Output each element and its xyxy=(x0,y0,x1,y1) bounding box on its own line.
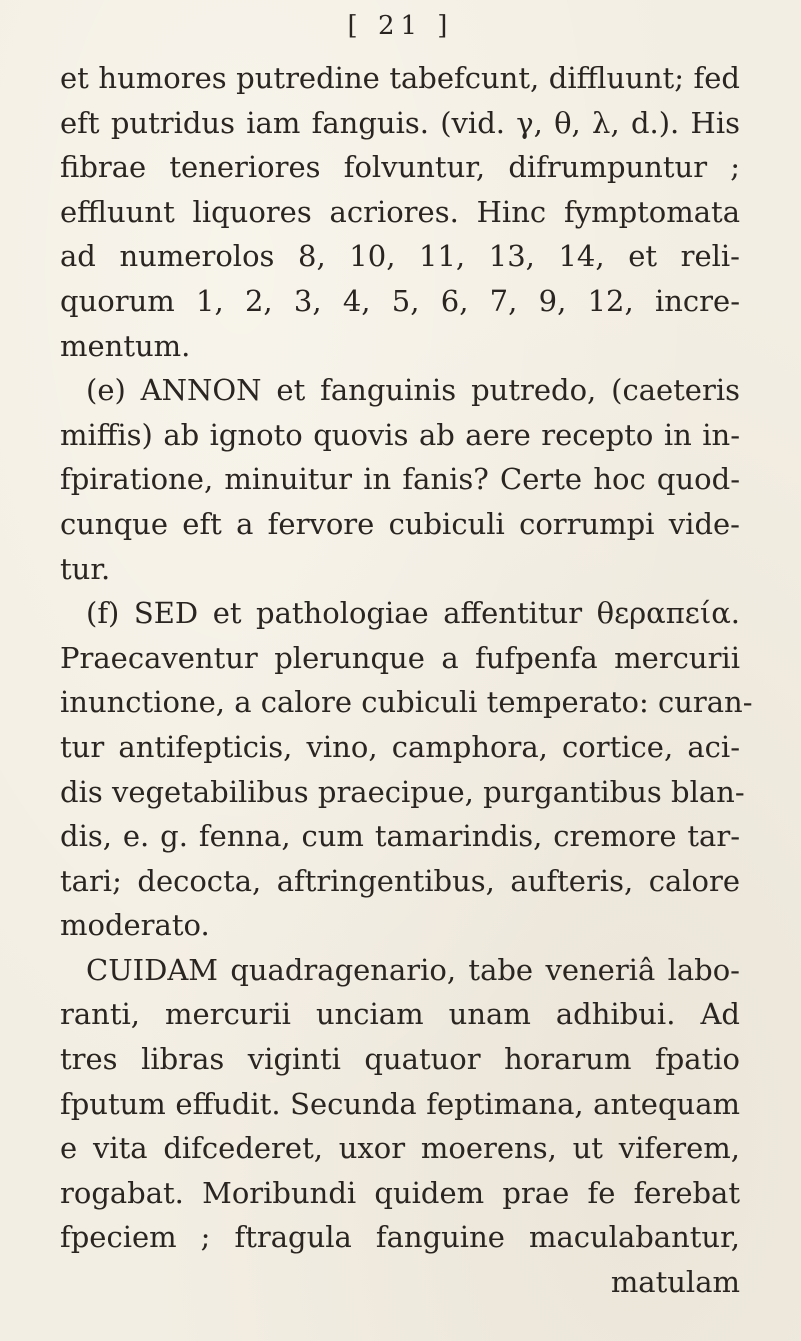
text-line: dis vegetabilibus praecipue, purgantibus blan- xyxy=(60,774,745,809)
paragraph-f-start: (f) SED et pathologiae affentitur θεραπεία. xyxy=(86,596,740,631)
text-line: quorum 1, 2, 3, 4, 5, 6, 7, 9, 12, incre- xyxy=(60,283,740,318)
catchword: matulam xyxy=(610,1265,740,1300)
text-line: tur antifepticis, vino, camphora, cortice, aci- xyxy=(60,729,740,764)
text-line: Praecaventur plerunque a fufpenfa mercurii xyxy=(60,640,740,675)
text-line: tres libras viginti quatuor horarum fpatio xyxy=(60,1042,740,1077)
text-line: fputum effudit. Secunda feptimana, antequam xyxy=(60,1086,740,1121)
text-line: fpiratione, minuitur in fanis? Certe hoc quod- xyxy=(60,462,740,497)
page-number-header: [ 21 ] xyxy=(347,11,454,41)
text-line: fpeciem ; ftragula fanguine maculabantur, xyxy=(60,1220,740,1255)
text-line: eft putridus iam fanguis. (vid. γ, θ, λ, d.). His xyxy=(60,105,740,140)
page-body-text xyxy=(60,56,753,1305)
text-line: mentum. xyxy=(60,328,191,363)
paragraph-e-start: (e) ANNON et fanguinis putredo, (caeteris xyxy=(86,373,740,408)
text-line: tur. xyxy=(60,551,111,586)
text-line: inunctione, a calore cubiculi temperato: curan- xyxy=(60,685,753,720)
text-line: rogabat. Moribundi quidem prae fe ferebat xyxy=(60,1175,740,1210)
text-line: ranti, mercurii unciam unam adhibui. Ad xyxy=(60,997,740,1032)
text-line: tari; decocta, aftringentibus, aufteris, calore xyxy=(60,863,740,898)
paragraph-cuidam-start: CUIDAM quadragenario, tabe veneriâ labo- xyxy=(86,952,740,987)
text-line: moderato. xyxy=(60,908,210,943)
text-line: effluunt liquores acriores. Hinc fymptomata xyxy=(60,194,740,229)
text-line: ad numerolos 8, 10, 11, 13, 14, et reli- xyxy=(60,239,740,274)
text-line: cunque eft a fervore cubiculi corrumpi vide- xyxy=(60,506,740,541)
text-line: miffis) ab ignoto quovis ab aere recepto in in- xyxy=(60,417,740,452)
text-line: e vita difcederet, uxor moerens, ut viferem, xyxy=(60,1131,740,1166)
text-line: dis, e. g. fenna, cum tamarindis, cremore tar- xyxy=(60,819,740,854)
text-line: fibrae teneriores folvuntur, difrumpuntur ; xyxy=(60,150,740,185)
text-line: et humores putredine tabefcunt, diffluunt; fed xyxy=(60,61,740,95)
